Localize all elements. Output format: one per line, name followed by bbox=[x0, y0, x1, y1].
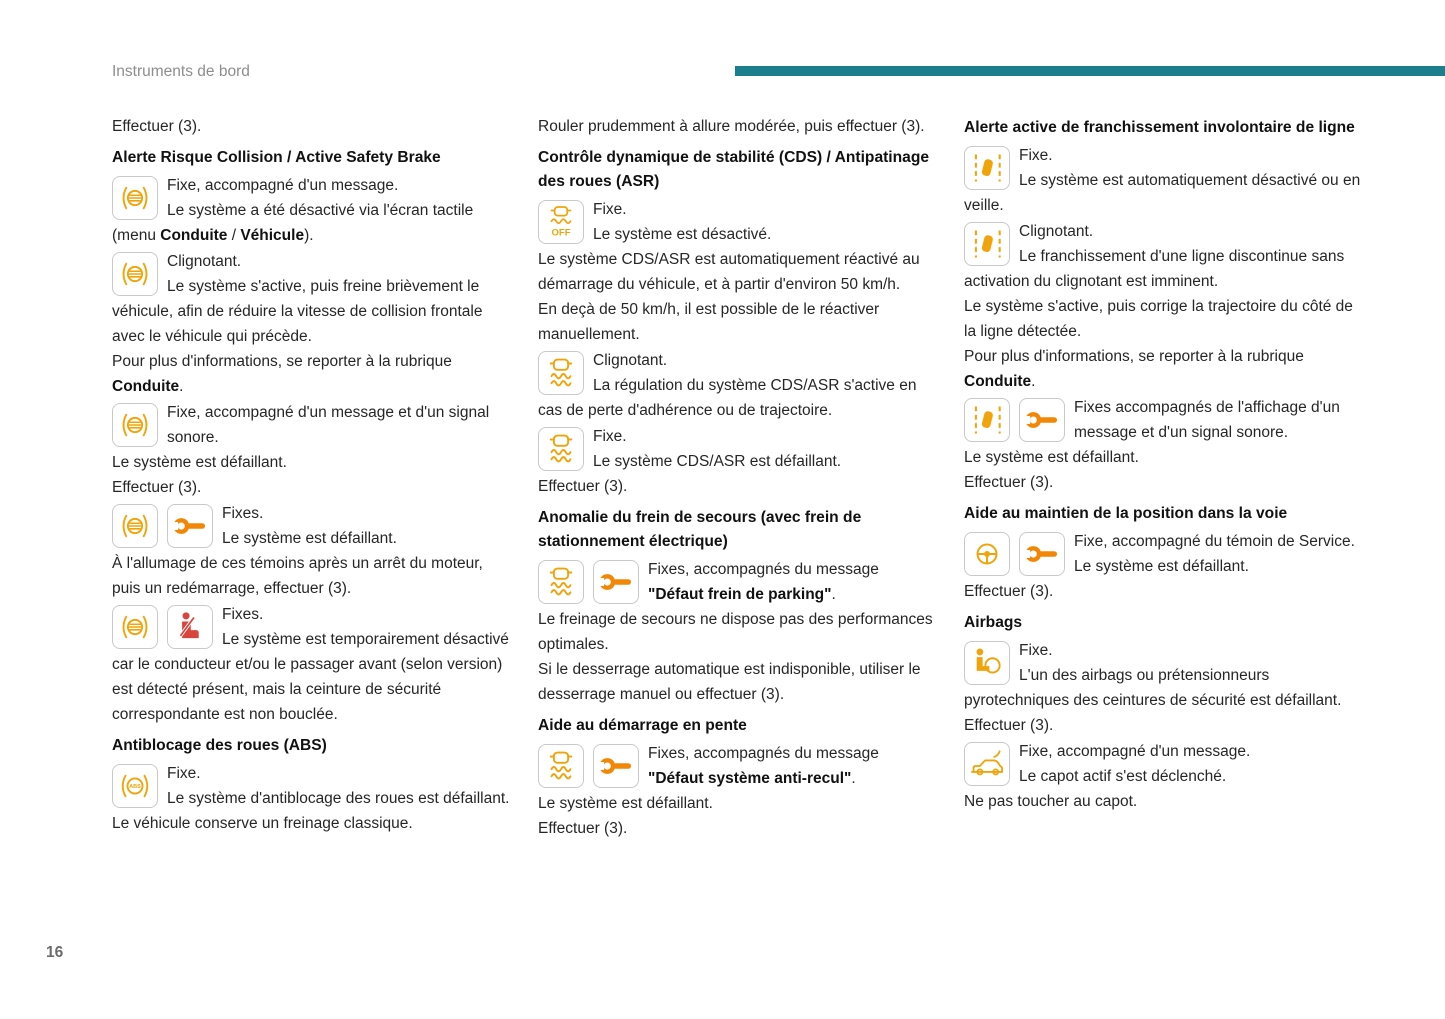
brake-warning-icon bbox=[112, 504, 158, 548]
accent-bar bbox=[735, 66, 1445, 76]
warning-light-entry: Fixes accompagnés de l'affichage d'un message et d'un signal sonore. Le système est défaillant. Effectuer (3). bbox=[964, 399, 1340, 491]
steering-wheel-icon bbox=[964, 532, 1010, 576]
brake-warning-icon bbox=[112, 605, 158, 649]
warning-light-entry: Clignotant. Le franchissement d'une ligne discontinue sans activation du clignotant est imminent. Le système s'active, puis corrige la trajectoire du côté de la ligne détectée. Pour plus d'informations, se reporter à la rubrique Conduite. bbox=[964, 223, 1353, 390]
warning-light-entry: OFF Fixe. Le système est désactivé. Le système CDS/ASR est automatiquement réactivé au démarrage du véhicule, et à partir d'environ 50 km/h. En deçà de 50 km/h, il est possible de le réactiver manuellement. bbox=[538, 201, 920, 343]
wrench-icon bbox=[593, 744, 639, 788]
warning-light-entry: Fixes, accompagnés du message "Défaut frein de parking". Le freinage de secours ne dispose pas des performances optimales. Si le desserrage automatique est indisponible, utiliser le desserrage manuel ou effectuer (3). bbox=[538, 561, 933, 703]
section-heading: Airbags bbox=[964, 614, 1023, 631]
section-heading: Contrôle dynamique de stabilité (CDS) / Antipatinage des roues (ASR) bbox=[538, 149, 930, 190]
warning-light-entry: Fixe, accompagné d'un message. Le système a été désactivé via l'écran tactile (menu Conduite / Véhicule). bbox=[112, 177, 474, 244]
svg-text:OFF: OFF bbox=[551, 227, 571, 239]
car-slip-icon bbox=[538, 427, 584, 471]
brake-warning-icon bbox=[112, 403, 158, 447]
active-hood-icon bbox=[964, 742, 1010, 786]
car-slip-icon bbox=[538, 744, 584, 788]
car-slip-icon bbox=[538, 351, 584, 395]
wrench-icon bbox=[167, 504, 213, 548]
airbag-icon bbox=[964, 641, 1010, 685]
lane-departure-icon bbox=[964, 222, 1010, 266]
wrench-icon bbox=[1019, 398, 1065, 442]
paragraph: Rouler prudemment à allure modérée, puis effectuer (3). bbox=[538, 118, 925, 135]
column-2 bbox=[538, 114, 937, 842]
warning-light-entry: Fixes. Le système est défaillant. À l'allumage de ces témoins après un arrêt du moteur, puis un redémarrage, effectuer (3). bbox=[112, 505, 483, 597]
warning-light-entry: Fixes. Le système est temporairement désactivé car le conducteur et/ou le passager avant (selon version) est détecté présent, mais la ceinture de sécurité correspondante est non bouclée. bbox=[112, 606, 509, 723]
section-heading: Aide au maintien de la position dans la voie bbox=[964, 505, 1288, 522]
warning-light-entry: Fixe. Le système CDS/ASR est défaillant. Effectuer (3). bbox=[538, 428, 842, 495]
warning-light-entry: Fixe, accompagné du témoin de Service. Le système est défaillant. Effectuer (3). bbox=[964, 533, 1355, 600]
column-3 bbox=[964, 114, 1363, 842]
wrench-icon bbox=[1019, 532, 1065, 576]
warning-light-entry: Fixe. Le système est automatiquement désactivé ou en veille. bbox=[964, 147, 1361, 214]
svg-text:ABS: ABS bbox=[129, 783, 141, 790]
lane-departure-icon bbox=[964, 146, 1010, 190]
seatbelt-reminder-icon bbox=[167, 605, 213, 649]
wrench-icon bbox=[593, 560, 639, 604]
section-heading: Aide au démarrage en pente bbox=[538, 717, 747, 734]
lane-departure-icon bbox=[964, 398, 1010, 442]
page-header: Instruments de bord bbox=[112, 63, 250, 80]
car-slip-off-icon bbox=[538, 200, 584, 244]
paragraph: Effectuer (3). bbox=[112, 118, 202, 135]
brake-warning-icon bbox=[112, 252, 158, 296]
page-number: 16 bbox=[46, 944, 64, 961]
section-heading: Alerte active de franchissement involontaire de ligne bbox=[964, 119, 1355, 136]
warning-light-entry: Fixe, accompagné d'un message. Le capot actif s'est déclenché. Ne pas toucher au capot. bbox=[964, 743, 1251, 810]
content bbox=[112, 114, 1364, 842]
abs-icon bbox=[112, 764, 158, 808]
warning-light-entry: Fixes, accompagnés du message "Défaut système anti-recul". Le système est défaillant. Effectuer (3). bbox=[538, 745, 879, 837]
section-heading: Antiblocage des roues (ABS) bbox=[112, 737, 327, 754]
section-heading: Anomalie du frein de secours (avec frein de stationnement électrique) bbox=[538, 509, 862, 550]
warning-light-entry: Clignotant. Le système s'active, puis freine brièvement le véhicule, afin de réduire la vitesse de collision frontale avec le véhicule qui précède. Pour plus d'informations, se reporter à la rubrique Conduite. bbox=[112, 253, 483, 395]
column-1 bbox=[112, 114, 511, 842]
section-heading: Alerte Risque Collision / Active Safety Brake bbox=[112, 149, 441, 166]
warning-light-entry: Fixe. L'un des airbags ou prétensionneurs pyrotechniques des ceintures de sécurité est défaillant. Effectuer (3). bbox=[964, 642, 1342, 734]
warning-light-entry: Clignotant. La régulation du système CDS/ASR s'active en cas de perte d'adhérence ou de trajectoire. bbox=[538, 352, 917, 419]
warning-light-entry: ABS Fixe. Le système d'antiblocage des roues est défaillant. Le véhicule conserve un freinage classique. bbox=[112, 765, 510, 832]
car-slip-icon bbox=[538, 560, 584, 604]
warning-light-entry: Fixe, accompagné d'un message et d'un signal sonore. Le système est défaillant. Effectuer (3). bbox=[112, 404, 490, 496]
brake-warning-icon bbox=[112, 176, 158, 220]
